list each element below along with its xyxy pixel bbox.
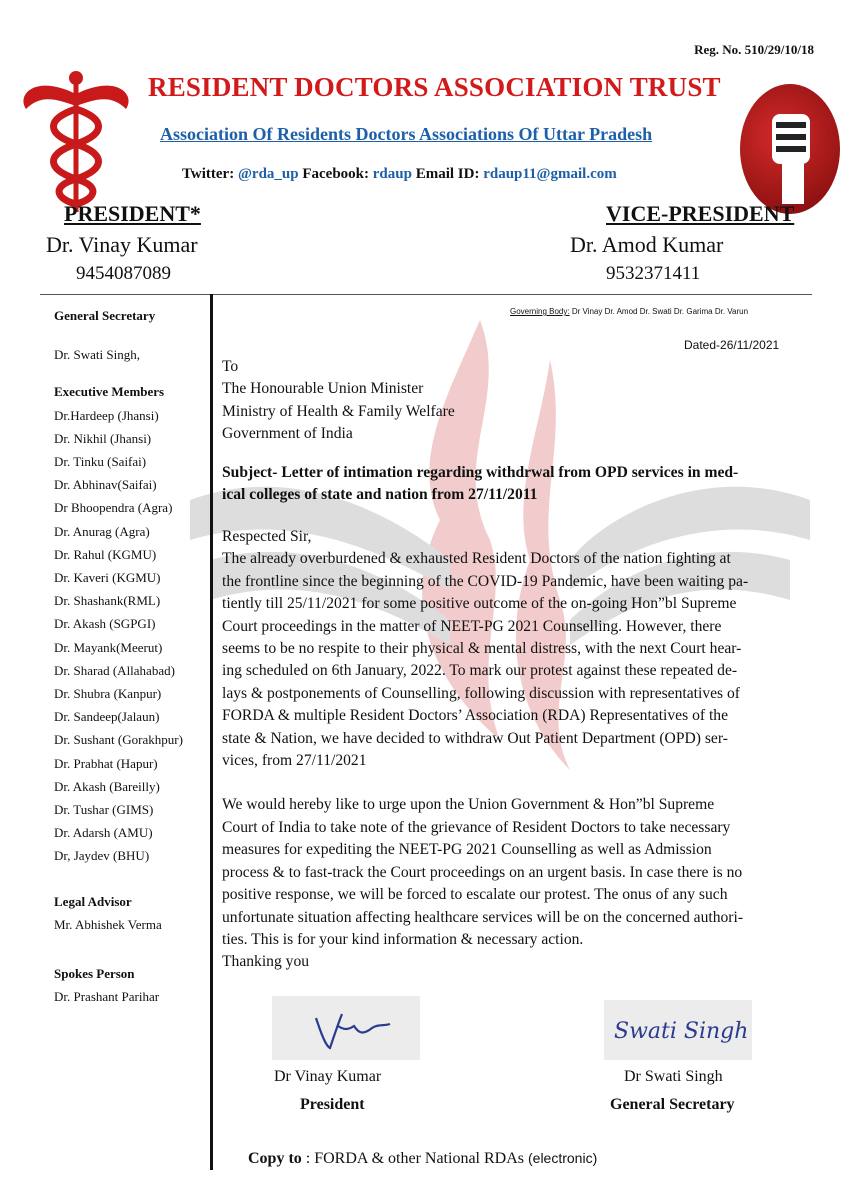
member-item: Dr. Akash (SGPGI)	[54, 616, 156, 632]
sidebar	[54, 304, 204, 1008]
signature-script: Swati Singh	[614, 1019, 749, 1044]
member-item: Dr. Nikhil (Jhansi)	[54, 430, 152, 446]
organization-subtitle: Association Of Residents Doctors Associations Of Uttar Pradesh	[160, 124, 653, 144]
vice-president-name: Dr. Amod Kumar	[570, 232, 724, 257]
contact-line	[182, 166, 617, 183]
sidebar-divider	[210, 294, 213, 1170]
address-line: Government of India	[222, 425, 353, 443]
email-link[interactable]: rdaup11@gmail.com	[483, 166, 617, 182]
header-divider	[40, 294, 812, 295]
spokes-person-heading: Spokes Person	[54, 966, 135, 982]
vice-president-phone: 9532371411	[606, 263, 701, 284]
letter-date: Dated-26/11/2021	[684, 338, 780, 352]
vice-president-role: VICE-PRESIDENT	[606, 201, 795, 226]
caduceus-logo-icon	[16, 64, 136, 214]
member-item: Dr. Rahul (KGMU)	[54, 546, 157, 562]
general-secretary-heading: General Secretary	[54, 308, 156, 323]
para1-line: The already overburdened & exhausted Resident Doctors of the nation fighting at	[222, 550, 731, 568]
salutation: Respected Sir,	[222, 528, 312, 545]
member-item: Dr. Anurag (Agra)	[54, 523, 150, 539]
general-secretary-signature	[604, 1000, 752, 1060]
para1-line: Court proceedings in the matter of NEET-PG 2021 Counselling. However, there	[222, 617, 722, 635]
letter-body	[222, 526, 794, 974]
para2-line: positive response, we will be forced to escalate our protest. The onus of any such	[222, 886, 728, 904]
president-phone: 9454087089	[76, 263, 171, 284]
spokes-person-name: Dr. Prashant Parihar	[54, 989, 160, 1005]
member-item: Dr, Jaydev (BHU)	[54, 848, 150, 864]
twitter-handle-link[interactable]: @rda_up	[237, 166, 299, 182]
address-line: Ministry of Health & Family Welfare	[222, 402, 455, 420]
member-item: Dr. Shubra (Kanpur)	[54, 686, 162, 702]
member-item: Dr. Akash (Bareilly)	[54, 778, 160, 794]
organization-title: RESIDENT DOCTORS ASSOCIATION TRUST	[148, 72, 721, 102]
closing: Thanking you	[222, 953, 310, 971]
address-line: The Honourable Union Minister	[222, 380, 424, 398]
para1-line: lays & postponements of Counselling, following discussion with representatives of	[222, 684, 740, 702]
legal-advisor-heading: Legal Advisor	[54, 893, 132, 909]
member-item: Dr. Tinku (Saifai)	[54, 454, 147, 470]
member-item: Dr. Sharad (Allahabad)	[54, 662, 175, 678]
para2-line: ties. This is for your kind information & necessary action.	[222, 930, 584, 948]
para2-line: measures for expediting the NEET-PG 2021 Counselling as well as Admission	[222, 841, 712, 859]
facebook-handle-link[interactable]: rdaup	[372, 166, 412, 182]
copy-to-text: : FORDA & other National RDAs	[305, 1150, 524, 1167]
twitter-label: Twitter:	[182, 166, 235, 182]
para2-line: unfortunate situation affecting healthcare services will be on the concerned authori-	[222, 908, 744, 926]
member-item: Dr. Prabhat (Hapur)	[54, 755, 158, 771]
para1-line: state & Nation, we have decided to withdraw Out Patient Department (OPD) ser-	[222, 729, 728, 747]
email-label: Email ID:	[415, 166, 480, 182]
governing-body-names: Dr Vinay Dr. Amod Dr. Swati Dr. Garima Dr. Varun	[569, 307, 749, 316]
member-item: Dr. Sandeep(Jalaun)	[54, 709, 160, 725]
para1-line: the frontline since the beginning of the COVID-19 Pandemic, have been waiting pa-	[222, 572, 749, 590]
general-secretary-signatory-role: General Secretary	[610, 1096, 735, 1113]
member-item: Dr. Shashank(RML)	[54, 593, 161, 609]
general-secretary-name: Dr. Swati Singh,	[54, 347, 140, 363]
member-item: Dr. Sushant (Gorakhpur)	[54, 732, 183, 748]
member-item: Dr. Mayank(Meerut)	[54, 639, 163, 655]
registration-number: Reg. No. 510/29/10/18	[694, 42, 814, 57]
governing-body-label: Governing Body:	[510, 307, 570, 316]
copy-to-line	[248, 1150, 597, 1168]
facebook-label: Facebook:	[302, 166, 370, 182]
fist-emblem-icon	[740, 84, 840, 214]
para1-line: seems to be no respite to their physical & mental distress, with the next Court hear-	[222, 640, 742, 658]
president-signature	[272, 996, 420, 1060]
para2-line: process & to fast-track the Court proceedings on an urgent basis. In case there is no	[222, 863, 743, 881]
general-secretary-signatory-name: Dr Swati Singh	[624, 1068, 723, 1085]
to-label: To	[222, 358, 239, 375]
member-item: Dr. Tushar (GIMS)	[54, 802, 154, 818]
para1-line: ing scheduled on 6th January, 2022. To mark our protest against these repeated de-	[222, 662, 738, 680]
member-item: Dr Bhoopendra (Agra)	[54, 500, 173, 516]
president-signatory-name: Dr Vinay Kumar	[274, 1068, 382, 1085]
president-role: PRESIDENT*	[64, 201, 201, 226]
subject-line-1: Subject- Letter of intimation regarding withdrwal from OPD services in med-	[222, 464, 739, 481]
president-name: Dr. Vinay Kumar	[46, 232, 198, 257]
legal-advisor-name: Mr. Abhishek Verma	[54, 916, 162, 932]
para2-line: We would hereby like to urge upon the Union Government & Hon”bl Supreme	[222, 796, 715, 814]
governing-body-line	[510, 307, 748, 316]
member-item: Dr. Adarsh (AMU)	[54, 825, 153, 841]
para1-line: vices, from 27/11/2021	[222, 752, 367, 770]
para1-line: FORDA & multiple Resident Doctors’ Association (RDA) Representatives of the	[222, 707, 729, 725]
member-item: Dr.Hardeep (Jhansi)	[54, 407, 159, 423]
executive-members-heading: Executive Members	[54, 384, 165, 400]
president-signatory-role: President	[300, 1096, 365, 1113]
copy-to-label: Copy to	[248, 1150, 302, 1167]
para1-line: tiently till 25/11/2021 for some positive outcome of the on-going Hon”bl Supreme	[222, 595, 737, 613]
subject-line-2: ical colleges of state and nation from 27/11/2011	[222, 486, 538, 504]
subject-line	[222, 462, 794, 507]
copy-to-note: (electronic)	[528, 1150, 598, 1166]
recipient-block	[222, 356, 794, 446]
member-item: Dr. Kaveri (KGMU)	[54, 570, 161, 586]
para2-line: Court of India to take note of the grievance of Resident Doctors to take necessary	[222, 818, 731, 836]
member-item: Dr. Abhinav(Saifai)	[54, 477, 157, 493]
